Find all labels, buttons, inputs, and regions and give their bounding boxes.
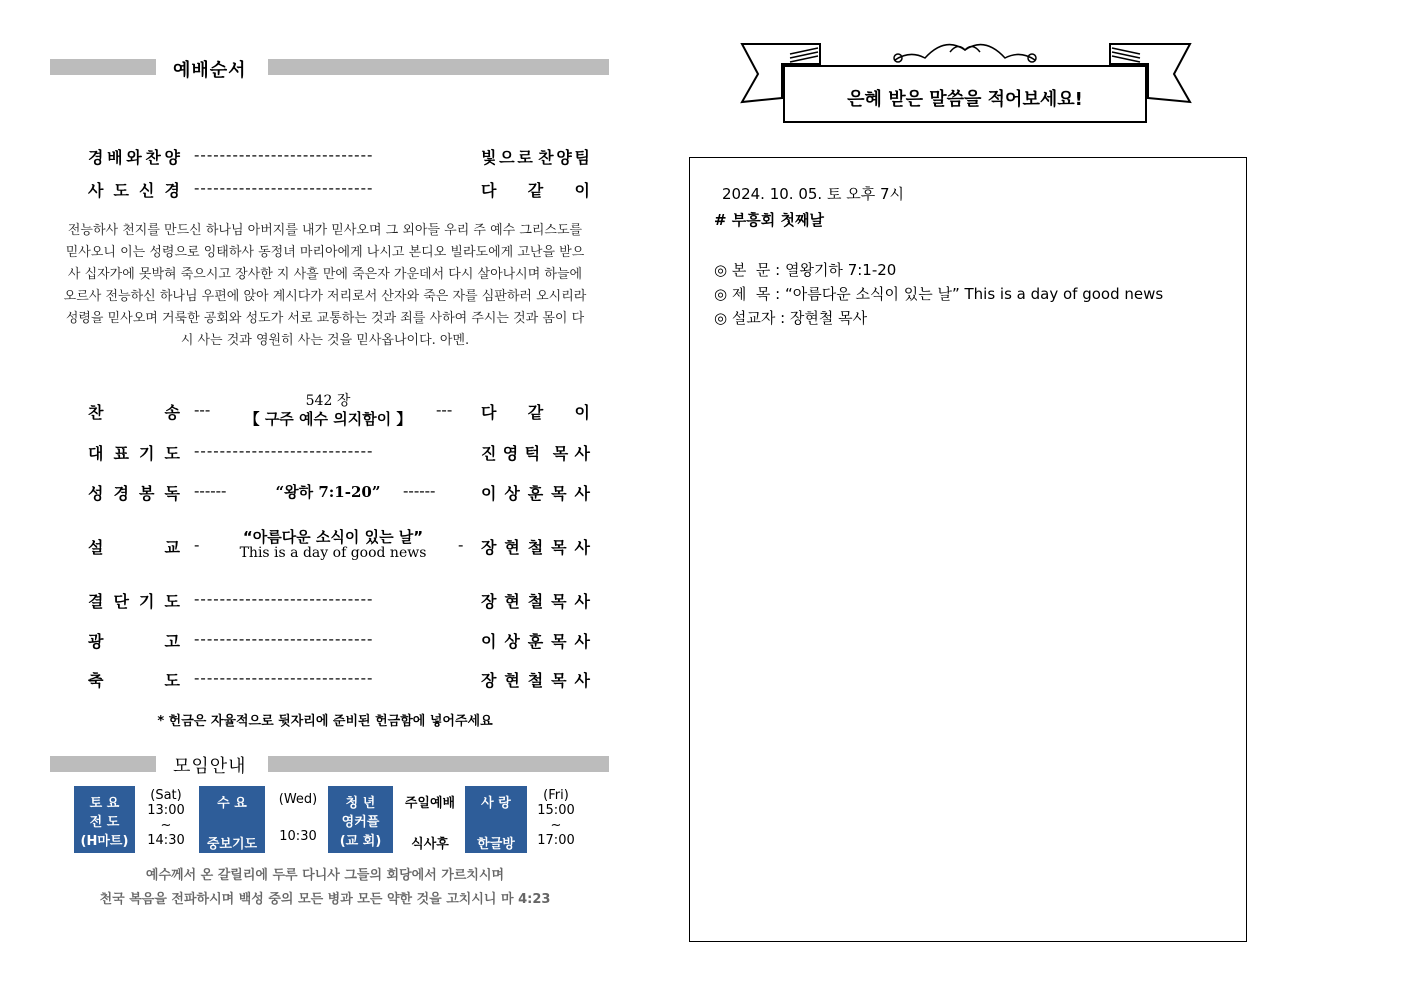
meeting-saturday-time	[140, 788, 192, 848]
offering-note: * 헌금은 자율적으로 뒷자리에 준비된 헌금함에 넣어주세요	[157, 714, 493, 729]
meeting-time: 주일예배	[404, 796, 456, 811]
sermon-title-line: ◎ 제 목 : “아름다운 소식이 있는 날” This is a day of good news	[714, 285, 1164, 303]
who-char: 목	[551, 484, 567, 503]
who-char: 이	[574, 403, 590, 422]
label-char: 도	[164, 671, 180, 690]
who-char: 찬	[538, 148, 554, 167]
who-char: 사	[574, 671, 590, 690]
meeting-saturday-evangelism	[74, 786, 135, 853]
leader-dashes: ----------------------------	[194, 178, 374, 197]
who-char: 상	[504, 632, 520, 651]
reading-text: “왕하 7:1-20”	[275, 483, 381, 501]
label-char: 광	[88, 632, 104, 651]
row-who	[481, 400, 590, 423]
who-char: 사	[574, 484, 590, 503]
banner-text: 은혜 받은 말씀을 적어보세요!	[847, 89, 1083, 110]
order-row-prayer	[88, 441, 590, 467]
who-char: 같	[527, 181, 544, 200]
who-char: 장	[481, 671, 497, 690]
label-char: 경	[88, 148, 104, 167]
scripture-line: ◎ 본 문 : 열왕기하 7:1-20	[714, 261, 897, 279]
who-char: 훈	[527, 632, 544, 651]
row-label	[88, 441, 180, 464]
service-date: 2024. 10. 05. 토 오후 7시	[722, 185, 904, 203]
who-char: 다	[481, 403, 497, 422]
label-char: 성	[88, 484, 104, 503]
label-char: 송	[164, 403, 180, 422]
label-char: 결	[88, 592, 104, 611]
who-char: 훈	[527, 484, 544, 503]
event-title: # 부흥회 첫째날	[714, 211, 824, 229]
verse-line: 천국 복음을 전파하시며 백성 중의 모든 병과 모든 약한 것을 고치시니 마 4:23	[99, 892, 551, 907]
ribbon-banner	[740, 36, 1192, 128]
sermon-subtitle: This is a day of good news	[239, 545, 427, 561]
who-char: 목	[551, 671, 567, 690]
label-char: 도	[164, 592, 180, 611]
order-row-creed	[88, 178, 590, 204]
who-char: 현	[504, 538, 520, 557]
meeting-time: (Fri)	[543, 788, 569, 803]
label-char: 경	[164, 181, 180, 200]
hymn-title: 【 구주 예수 의지함이 】	[244, 410, 412, 428]
label-char: 찬	[88, 403, 104, 422]
order-row-benediction	[88, 668, 590, 694]
label-char: 대	[88, 444, 104, 463]
sermon-notes-box	[689, 157, 1247, 942]
meeting-time: (Wed)	[278, 792, 318, 807]
meeting-label: 중보기도	[206, 837, 258, 852]
meeting-time: (Sat)	[150, 788, 182, 803]
who-char: 사	[574, 538, 590, 557]
meeting-time: ~	[160, 818, 172, 833]
who-char: 같	[527, 403, 544, 422]
who-char: 철	[527, 671, 544, 690]
who-char: 상	[504, 484, 520, 503]
who-char: 목	[551, 632, 567, 651]
meeting-time: 13:00	[147, 803, 185, 818]
meeting-title: 모임안내	[173, 756, 247, 777]
label-char: 와	[126, 148, 142, 167]
leader-dashes: ------	[194, 481, 227, 500]
meeting-time: 식사후	[411, 837, 449, 852]
verse-line: 예수께서 온 갈릴리에 두루 다니사 그들의 회당에서 가르치시며	[145, 868, 505, 883]
who-char: 사	[574, 632, 590, 651]
who-char: 양	[556, 148, 572, 167]
who-char: 으	[499, 148, 515, 167]
row-who	[481, 441, 590, 464]
row-label	[88, 145, 180, 168]
who-char: 현	[504, 671, 520, 690]
sermon-title: “아름다운 소식이 있는 날”	[242, 528, 424, 546]
who-char: 빛	[481, 148, 497, 167]
who-char: 사	[574, 592, 590, 611]
who-char: 이	[481, 484, 497, 503]
row-label	[88, 400, 180, 423]
leader-dashes: ----------------------------	[194, 145, 374, 164]
meeting-youth-time	[398, 792, 462, 852]
meeting-youth-couples	[328, 786, 393, 853]
leader-dashes: ----------------------------	[194, 668, 374, 687]
meeting-time: ~	[550, 818, 562, 833]
order-row-reading	[88, 481, 590, 507]
row-label	[88, 178, 180, 201]
label-char: 축	[88, 671, 104, 690]
meeting-wednesday-time	[270, 792, 326, 844]
label-char: 도	[164, 444, 180, 463]
order-row-praise	[88, 145, 590, 171]
who-char: 팀	[574, 148, 590, 167]
label-char: 배	[107, 148, 123, 167]
meeting-time: 15:00	[537, 803, 575, 818]
who-char: 진	[481, 444, 497, 463]
leader-dashes: ----------------------------	[194, 441, 374, 460]
who-char: 로	[517, 148, 533, 167]
label-char: 기	[139, 444, 155, 463]
label-char: 찬	[145, 148, 161, 167]
who-char: 장	[481, 592, 497, 611]
meeting-time: 17:00	[537, 833, 575, 848]
section-bar-left	[50, 756, 156, 772]
apostles-creed-text: 전능하사 천지를 만드신 하나님 아버지를 내가 믿사오며 그 외아들 우리 주 예수 그리스도를 믿사오니 이는 성령으로 잉태하사 동정녀 마리아에게 나시고 본디오 빌라도에게 고난을 받으사 십자가에 못박혀 죽으시고 장사한 지 사흘 만에 죽은자 가운데서 다시 살아나시며 하늘에 오르사 전능하신 하나님 우편에 앉아 계시다가 저리로서 산자와 죽은 자를 심판하러 오시리라 성령을 믿사오며 거룩한 공회와 성도가 서로 교통하는 것과 죄를 사하여 주시는 것과 몸이 다시 사는 것과 영원히 사는 것을 믿사옵나이다. 아멘.	[63, 223, 587, 348]
label-char: 표	[113, 444, 129, 463]
meeting-time: 14:30	[147, 833, 185, 848]
order-row-decision-prayer	[88, 589, 590, 615]
leader-dashes: ------	[403, 481, 436, 500]
meeting-friday-time	[530, 788, 582, 848]
meeting-time: 10:30	[279, 829, 317, 844]
section-bar-left	[50, 59, 156, 75]
meeting-love-korean-class	[465, 786, 527, 853]
row-who	[481, 589, 590, 612]
who-char: 영	[502, 444, 519, 463]
meeting-wednesday-prayer	[199, 786, 265, 853]
who-char: 목	[551, 592, 567, 611]
who-char: 이	[574, 181, 590, 200]
who-char: 철	[527, 592, 544, 611]
who-char: 목	[552, 444, 569, 463]
leader-dashes: -	[458, 535, 464, 554]
who-char: 이	[481, 632, 497, 651]
who-char: 철	[527, 538, 544, 557]
who-char: 턱	[524, 444, 541, 463]
order-row-hymn	[88, 393, 590, 428]
row-who	[481, 629, 590, 652]
row-label	[88, 668, 180, 691]
label-char: 기	[139, 592, 155, 611]
meeting-label: 한글방	[477, 837, 515, 852]
hymn-number: 542 장	[305, 393, 351, 409]
label-char: 봉	[139, 484, 155, 503]
label-char: 신	[139, 181, 155, 200]
row-label	[88, 589, 180, 612]
order-title: 예배순서	[173, 60, 247, 81]
leader-dashes: ---	[436, 400, 453, 419]
meeting-label: 전 도	[89, 815, 120, 830]
scripture-verse	[55, 864, 595, 912]
label-char: 사	[88, 181, 104, 200]
leader-dashes: ----------------------------	[194, 629, 374, 648]
label-char: 교	[164, 538, 180, 557]
row-who	[481, 178, 590, 201]
label-char: 고	[164, 632, 180, 651]
row-label	[88, 535, 180, 558]
leader-dashes: ----------------------------	[194, 589, 374, 608]
who-char: 현	[504, 592, 520, 611]
who-char: 사	[574, 444, 590, 463]
label-char: 경	[113, 484, 129, 503]
row-who	[481, 668, 590, 691]
who-char: 장	[481, 538, 497, 557]
meeting-label: (교 회)	[339, 834, 382, 849]
label-char: 설	[88, 538, 104, 557]
row-who	[481, 535, 590, 558]
label-char: 양	[164, 148, 180, 167]
label-char: 단	[113, 592, 129, 611]
row-who	[481, 145, 590, 168]
row-who	[481, 481, 590, 504]
meeting-label: 영커플	[341, 815, 380, 830]
label-char: 독	[164, 484, 180, 503]
preacher-line: ◎ 설교자 : 장현철 목사	[714, 309, 868, 327]
meeting-label: 토 요	[89, 796, 120, 811]
section-bar-right	[268, 59, 609, 75]
leader-dashes: ---	[194, 400, 211, 419]
row-label	[88, 481, 180, 504]
meeting-label: 청 년	[345, 796, 376, 811]
order-row-announcements	[88, 629, 590, 655]
leader-dashes: -	[194, 535, 200, 554]
order-row-sermon	[88, 528, 590, 561]
who-char: 목	[551, 538, 567, 557]
row-label	[88, 629, 180, 652]
label-char: 도	[113, 181, 129, 200]
who-char: 다	[481, 181, 497, 200]
meeting-label: 수 요	[217, 796, 247, 811]
meeting-label: 사 랑	[481, 796, 511, 811]
meeting-label: (H마트)	[80, 834, 129, 849]
section-bar-right	[268, 756, 609, 772]
